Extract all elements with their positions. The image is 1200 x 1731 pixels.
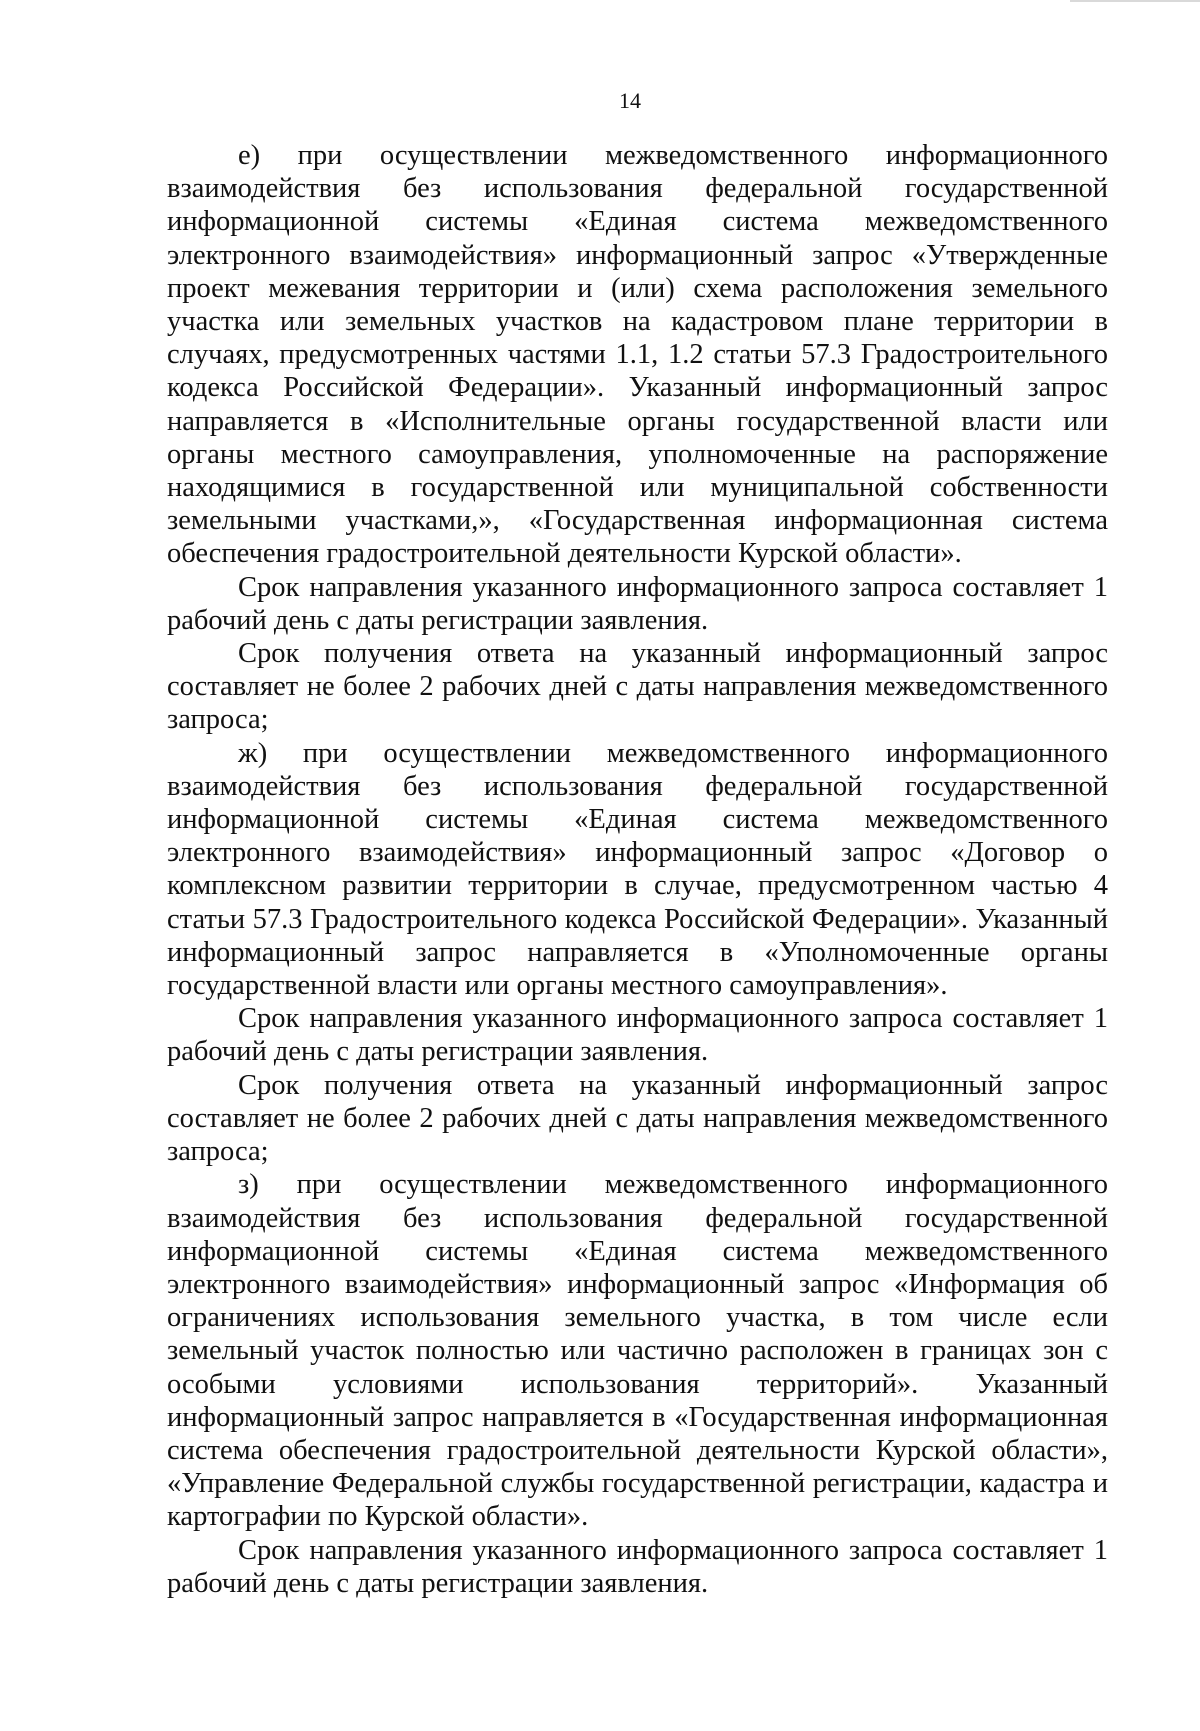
paragraph-deadline-send: Срок направления указанного информационного запроса составляет 1 рабочий день с даты регистрации заявления.	[167, 571, 1108, 636]
paragraph-item-z: з) при осуществлении межведомственного информационного взаимодействия без использования федеральной государственной информационной системы «Единая система межведомственного электронного взаимодействия» информационный запрос «Информация об ограничениях использования земельного участка, в том числе если земельный участок полностью или частично расположен в границах зон с особыми условиями использования территорий». Указанный информационный запрос направляется в «Государственная информационная система обеспечения градостроительной деятельности Курской области», «Управление Федеральной службы государственной регистрации, кадастра и картографии по Курской области».	[167, 1169, 1108, 1533]
paragraph-deadline-response: Срок получения ответа на указанный информационный запрос составляет не более 2 рабочих дней с даты направления межведомственного запроса;	[167, 638, 1108, 736]
page-number: 14	[619, 88, 641, 113]
scan-edge-line	[1070, 0, 1200, 2]
paragraph-deadline-send: Срок направления указанного информационного запроса составляет 1 рабочий день с даты регистрации заявления.	[167, 1534, 1108, 1599]
paragraph-item-zh: ж) при осуществлении межведомственного информационного взаимодействия без использования федеральной государственной информационной системы «Единая система межведомственного электронного взаимодействия» информационный запрос «Договор о комплексном развитии территории в случае, предусмотренном частью 4 статьи 57.3 Градостроительного кодекса Российской Федерации». Указанный информационный запрос направляется в «Уполномоченные органы государственной власти или органы местного самоуправления».	[167, 737, 1108, 1002]
paragraph-deadline-response: Срок получения ответа на указанный информационный запрос составляет не более 2 рабочих дней с даты направления межведомственного запроса;	[167, 1069, 1108, 1168]
document-body	[167, 139, 1108, 1600]
paragraph-item-e: е) при осуществлении межведомственного информационного взаимодействия без использования федеральной государственной информационной системы «Единая система межведомственного электронного взаимодействия» информационный запрос «Утвержденные проект межевания территории и (или) схема расположения земельного участка или земельных участков на кадастровом плане территории в случаях, предусмотренных частями 1.1, 1.2 статьи 57.3 Градостроительного кодекса Российской Федерации». Указанный информационный запрос направляется в «Исполнительные органы государственной власти или органы местного самоуправления, уполномоченные на распоряжение находящимися в государственной или муниципальной собственности земельными участками,», «Государственная информационная система обеспечения градостроительной деятельности Курской области».	[167, 140, 1108, 570]
paragraph-deadline-send: Срок направления указанного информационного запроса составляет 1 рабочий день с даты регистрации заявления.	[167, 1003, 1108, 1068]
